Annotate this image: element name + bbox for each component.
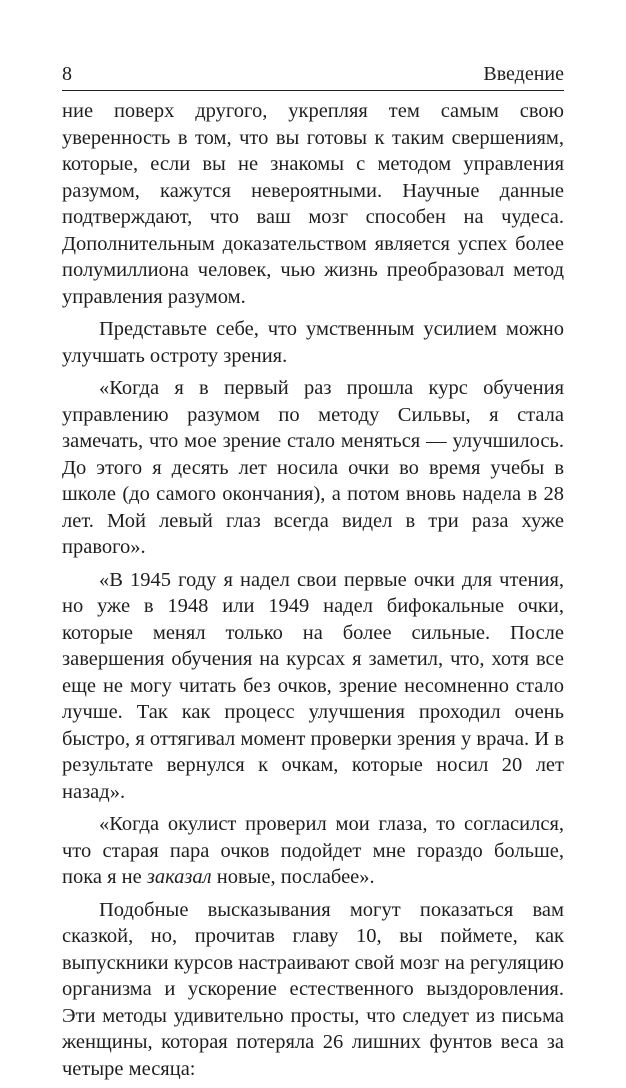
paragraph-continued: ние поверх другого, укрепляя тем самым свою уверенность в том, что вы готовы к таким свершениям, которые, если вы не знакомы с методом управления разумом, кажутся невероятными. Научные данные подтверждают, что ваш мозг способен на чудеса. Дополнительным доказательством является успех более полумиллиона человек, чью жизнь преобразовал метод управления разумом. bbox=[62, 100, 564, 308]
running-head bbox=[62, 62, 564, 91]
quote-paragraph-first-course: «Когда я в первый раз прошла курс обучения управлению разумом по методу Сильвы, я стала замечать, что мое зрение стало меняться — улучшилось. До этого я десять лет носила очки во время учебы в школе (до самого окончания), а потом вновь надела в 28 лет. Мой левый глаз всегда видел в три раза хуже правого». bbox=[62, 377, 564, 558]
quote-oculist-after: новые, послабее». bbox=[211, 866, 375, 888]
section-title: Введение bbox=[483, 63, 564, 85]
quote-oculist-before: «Когда окулист проверил мои глаза, то согласился, что старая пара очков подойдет мне гораздо больше, пока я не bbox=[62, 813, 564, 888]
quote-paragraph-1945: «В 1945 году я надел свои первые очки для чтения, но уже в 1948 или 1949 надел бифокальные очки, которые менял только на более сильные. После завершения обучения на курсах я заметил, что, хотя все еще не могу читать без очков, зрение несомненно стало лучше. Так как процесс улучшения проходил очень быстро, я оттягивал момент проверки зрения у врача. И в результате вернулся к очкам, которые носил 20 лет назад». bbox=[62, 568, 564, 803]
paragraph-vision-intro: Представьте себе, что умственным усилием можно улучшать остроту зрения. bbox=[62, 318, 564, 367]
page-number: 8 bbox=[62, 63, 72, 85]
quote-oculist-emphasis: заказал bbox=[146, 866, 212, 888]
paragraph-chapter-10: Подобные высказывания могут показаться вам сказкой, но, прочитав главу 10, вы поймете, как выпускники курсов настраивают свой мозг на регуляцию организма и ускорение естественного выздоровления. Эти методы удивительно просты, что следует из письма женщины, которая потеряла 26 лишних фунтов веса за четыре месяца: bbox=[62, 898, 564, 1080]
body-text bbox=[62, 98, 564, 1088]
quote-paragraph-oculist bbox=[62, 811, 564, 891]
